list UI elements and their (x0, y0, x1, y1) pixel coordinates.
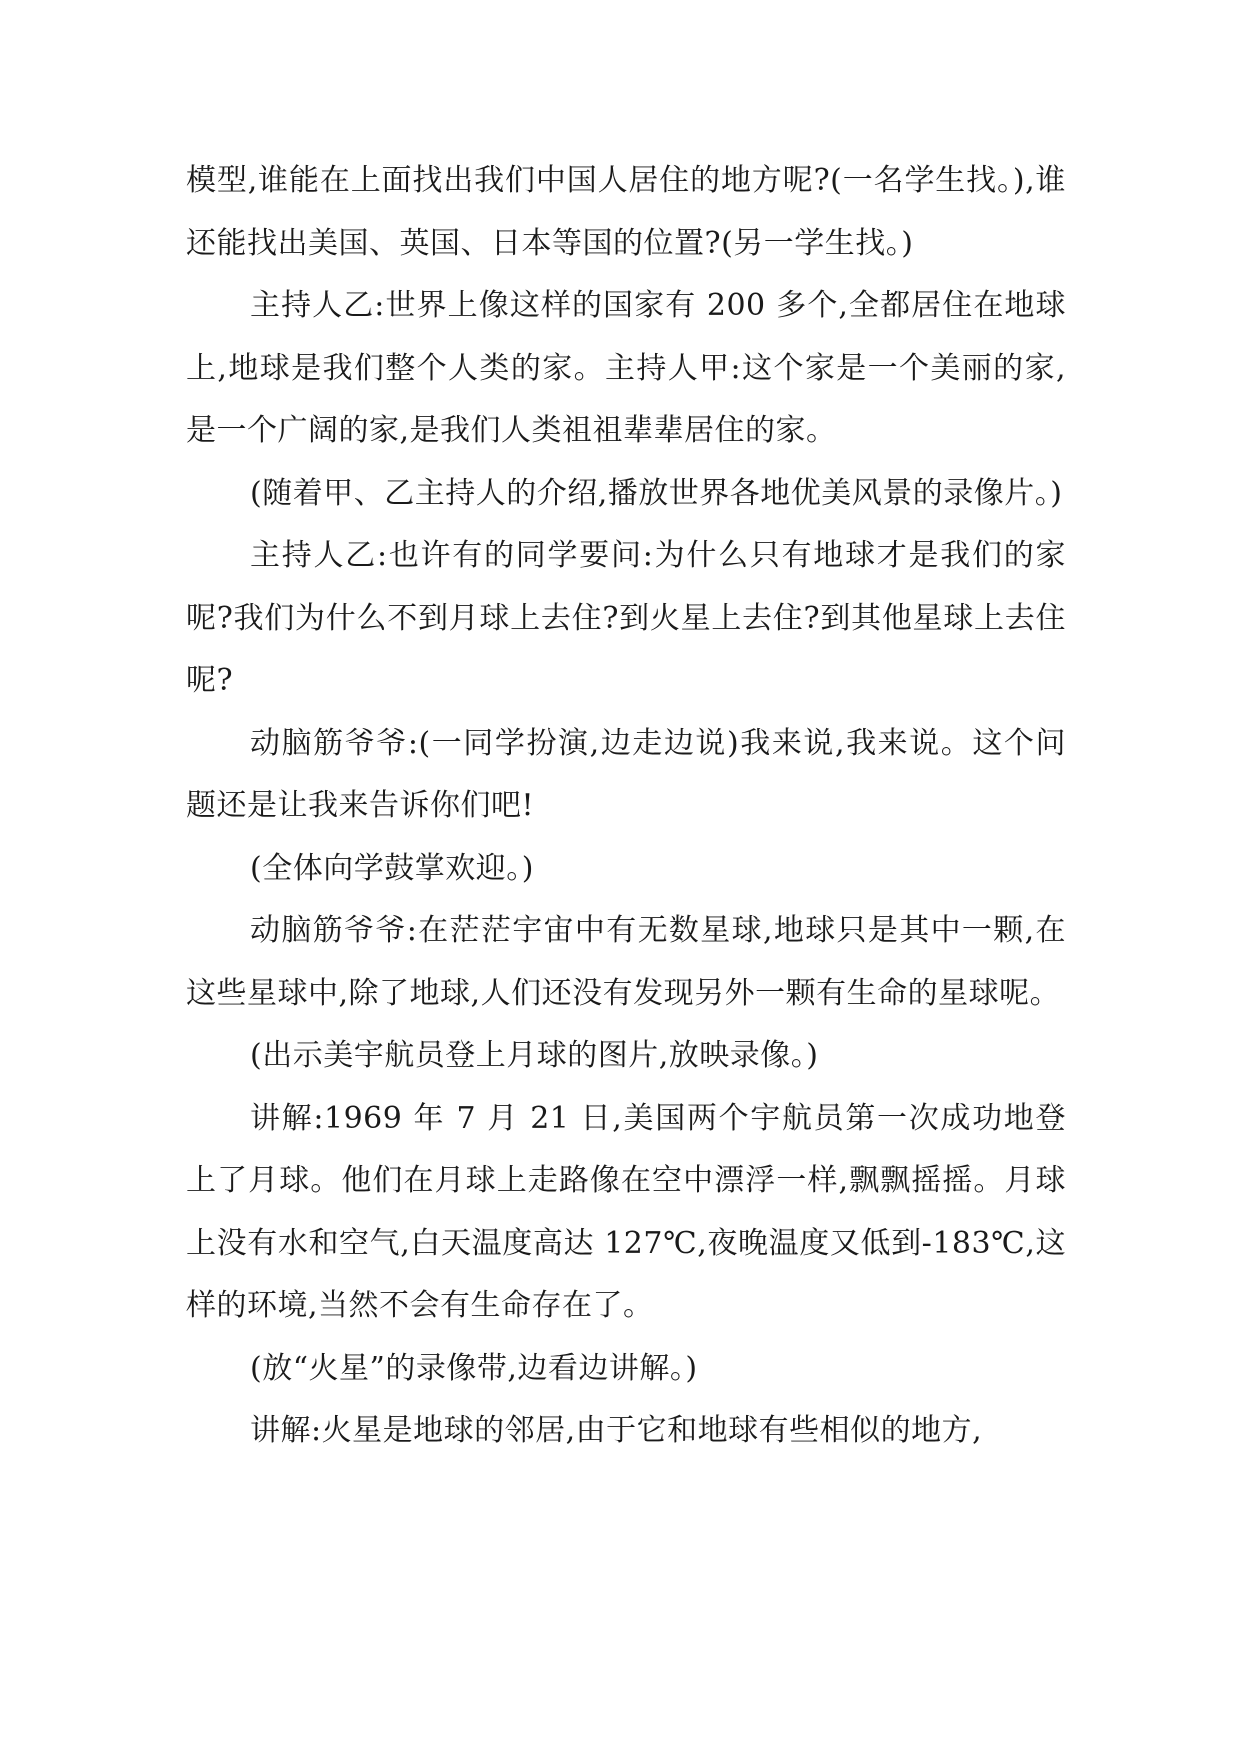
paragraph-5: 动脑筋爷爷:(一同学扮演,边走边说)我来说,我来说。这个问题还是让我来告诉你们吧! (186, 725, 1066, 823)
paragraph-11: 讲解:火星是地球的邻居,由于它和地球有些相似的地方, (250, 1413, 983, 1448)
paragraph-10: (放“火星”的录像带,边看边讲解。) (250, 1350, 698, 1386)
paragraph-7: 动脑筋爷爷:在茫茫宇宙中有无数星球,地球只是其中一颗,在这些星球中,除了地球,人们还没有发现另外一颗有生命的星球呢。 (186, 913, 1066, 1011)
paragraph-2: 主持人乙:世界上像这样的国家有 200 多个,全都居住在地球上,地球是我们整个人类的家。主持人甲:这个家是一个美丽的家,是一个广阔的家,是我们人类祖祖辈辈居住的家。 (186, 288, 1066, 448)
document-text-block (186, 150, 1066, 1463)
paragraph-1: 模型,谁能在上面找出我们中国人居住的地方呢?(一名学生找。),谁还能找出美国、英国、日本等国的位置?(另一学生找。) (186, 163, 1066, 261)
paragraph-8: (出示美宇航员登上月球的图片,放映录像。) (250, 1038, 819, 1073)
paragraph-9: 讲解:1969 年 7 月 21 日,美国两个宇航员第一次成功地登上了月球。他们在月球上走路像在空中漂浮一样,飘飘摇摇。月球上没有水和空气,白天温度高达 127℃,夜晚温度又低到-183℃,这样的环境,当然不会有生命存在了。 (186, 1100, 1066, 1323)
paragraph-3: (随着甲、乙主持人的介绍,播放世界各地优美风景的录像片。) (250, 475, 1063, 511)
paragraph-6: (全体向学鼓掌欢迎。) (250, 850, 534, 886)
paragraph-4: 主持人乙:也许有的同学要问:为什么只有地球才是我们的家呢?我们为什么不到月球上去住?到火星上去住?到其他星球上去住呢? (186, 538, 1066, 698)
